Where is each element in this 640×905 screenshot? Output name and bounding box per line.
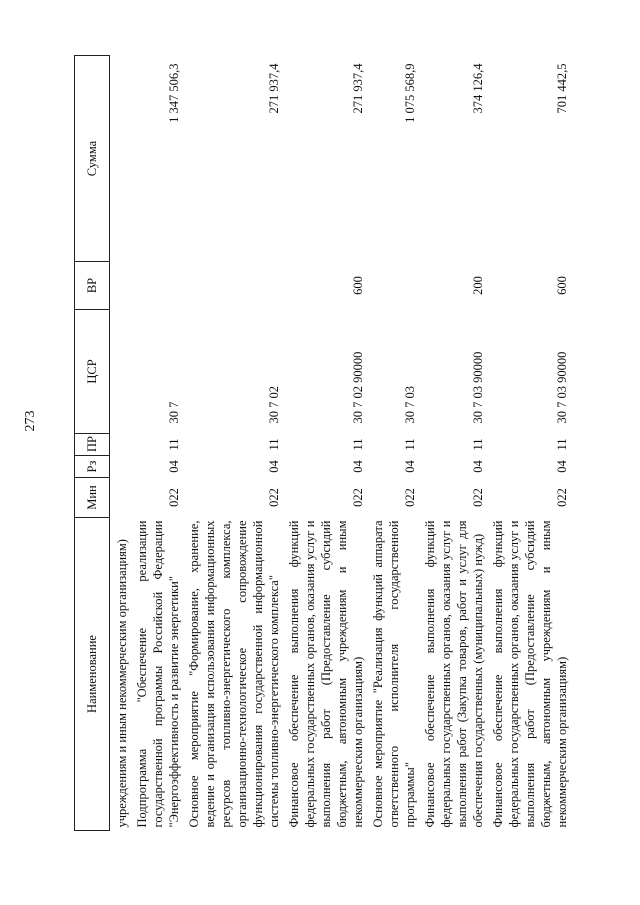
row-rz: 04 <box>471 460 485 473</box>
row-vr <box>368 262 420 310</box>
header-min: Мин <box>75 478 110 518</box>
row-csr: 30 7 02 <box>267 386 281 424</box>
header-csr: ЦСР <box>75 310 110 434</box>
row-min: 022 <box>351 488 365 507</box>
row-csr: 30 7 02 90000 <box>351 351 365 424</box>
row-vr <box>110 262 133 310</box>
row-name: Финансовое обеспечение выполнения функций федеральных государственных органов, оказания услуг и выполнения работ (Предоставление субсидий бюджетным, автономным учреждениям и иным некоммерческим организациям) <box>287 520 365 828</box>
row-pr: 11 <box>471 438 485 451</box>
row-name: Финансовое обеспечение выполнения функций федеральных государственных органов, оказания услуг и выполнения работ (Предоставление субсидий бюджетным, автономным учреждениям и иным некоммерческим организациям) <box>491 520 569 828</box>
row-rz: 04 <box>167 460 181 473</box>
row-csr <box>110 310 133 434</box>
row-rz: 04 <box>555 460 569 473</box>
row-vr: 200 <box>471 276 485 295</box>
row-min: 022 <box>555 488 569 507</box>
row-rz: 04 <box>403 460 417 473</box>
header-rz: Рз <box>75 456 110 478</box>
row-pr: 11 <box>555 438 569 451</box>
table-row <box>184 56 284 831</box>
header-sum: Сумма <box>75 56 110 262</box>
row-rz <box>110 456 133 478</box>
page-number: 273 <box>23 410 38 432</box>
table-body <box>110 56 573 831</box>
row-sum: 1 347 506,3 <box>167 63 181 123</box>
row-pr: 11 <box>403 438 417 451</box>
row-csr: 30 7 03 90000 <box>555 351 569 424</box>
header-pr: ПР <box>75 434 110 456</box>
row-sum: 701 442,5 <box>555 63 569 114</box>
header-name: Наименование <box>75 518 110 831</box>
row-pr: 11 <box>267 438 281 451</box>
row-sum: 271 937,4 <box>267 63 281 114</box>
table-row <box>284 56 368 831</box>
row-vr <box>132 262 184 310</box>
row-sum: 271 937,4 <box>351 63 365 114</box>
table-header <box>75 56 110 831</box>
row-min: 022 <box>471 488 485 507</box>
row-csr: 30 7 03 90000 <box>471 351 485 424</box>
table-row <box>420 56 488 831</box>
row-min: 022 <box>267 488 281 507</box>
budget-table-container <box>74 56 598 831</box>
row-csr: 30 7 <box>167 401 181 424</box>
row-name: Основное мероприятие "Формирование, хранение, ведение и организация использования информационных ресурсов топливно-энергетического комплекса, организационно-технологическое сопровождение функционирования государственной информационной системы топливно-энергетического комплекса" <box>187 520 281 828</box>
row-pr <box>110 434 133 456</box>
row-sum: 1 075 568,9 <box>403 63 417 123</box>
table-row <box>110 56 133 831</box>
row-name: Основное мероприятие "Реализация функций аппарата ответственного исполнителя государственной программы" <box>371 520 417 828</box>
row-sum: 374 126,4 <box>471 63 485 114</box>
row-min: 022 <box>403 488 417 507</box>
row-csr: 30 7 03 <box>403 386 417 424</box>
row-rz: 04 <box>351 460 365 473</box>
row-name: Финансовое обеспечение выполнения функций федеральных государственных органов, оказания услуг и выполнения работ (Закупка товаров, работ и услуг для обеспечения государственных (муниципальных) нужд) <box>423 520 485 828</box>
row-pr: 11 <box>167 438 181 451</box>
row-name: Подпрограмма "Обеспечение реализации государственной программы Российской Федерации "Энергоэффективность и развитие энергетики" <box>135 520 181 828</box>
row-vr: 600 <box>555 276 569 295</box>
row-min <box>110 478 133 518</box>
table-row <box>488 56 572 831</box>
row-vr <box>184 262 284 310</box>
budget-table <box>74 55 572 831</box>
row-pr: 11 <box>351 438 365 451</box>
header-vr: ВР <box>75 262 110 310</box>
row-rz: 04 <box>267 460 281 473</box>
table-row <box>132 56 184 831</box>
row-name: учреждениям и иным некоммерческим организациям) <box>115 539 129 828</box>
row-min: 022 <box>167 488 181 507</box>
table-row <box>368 56 420 831</box>
row-vr: 600 <box>351 276 365 295</box>
row-sum <box>110 56 133 262</box>
